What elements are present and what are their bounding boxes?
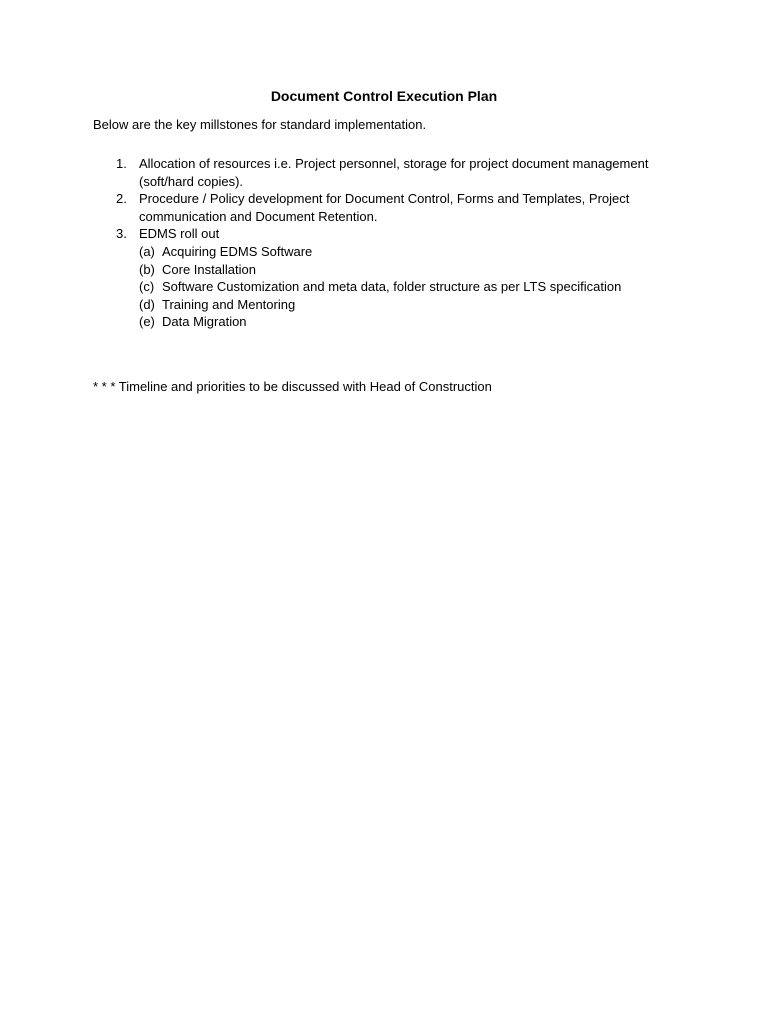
edms-subitem-a — [139, 243, 673, 261]
milestone-number: 1. — [116, 156, 127, 171]
edms-subitem-c — [139, 278, 673, 296]
document-title: Document Control Execution Plan — [270, 88, 498, 104]
subitem-text: Software Customization and meta data, folder structure as per LTS specification — [162, 279, 622, 295]
subitem-letter: (c) — [139, 279, 155, 295]
edms-subitem-e — [139, 313, 673, 331]
subitem-text: Core Installation — [162, 261, 256, 277]
subitem-letter: (e) — [139, 314, 155, 330]
footnote: * * * Timeline and priorities to be discussed with Head of Construction — [93, 379, 492, 394]
milestone-item-2 — [93, 190, 673, 225]
edms-subitem-list — [139, 243, 673, 331]
milestone-text: Procedure / Policy development for Document Control, Forms and Templates, Project communication and Document Retention. — [139, 191, 630, 224]
intro-paragraph: Below are the key millstones for standard implementation. — [93, 117, 427, 132]
milestone-number: 2. — [116, 191, 127, 207]
subitem-letter: (a) — [139, 243, 155, 259]
milestone-body — [139, 225, 673, 331]
edms-subitem-d — [139, 296, 673, 314]
milestone-text: EDMS roll out — [139, 226, 220, 242]
subitem-text: Training and Mentoring — [162, 296, 296, 312]
milestone-item-1 — [93, 155, 673, 190]
subitem-text: Data Migration — [162, 314, 247, 330]
subitem-text: Acquiring EDMS Software — [162, 243, 313, 259]
milestone-text: Allocation of resources i.e. Project personnel, storage for project document management (soft/hard copies). — [139, 156, 649, 189]
milestone-number: 3. — [116, 226, 127, 242]
milestone-list — [93, 155, 673, 331]
milestone-item-3 — [93, 225, 673, 331]
edms-subitem-b — [139, 261, 673, 279]
subitem-letter: (b) — [139, 261, 155, 277]
subitem-letter: (d) — [139, 296, 155, 312]
